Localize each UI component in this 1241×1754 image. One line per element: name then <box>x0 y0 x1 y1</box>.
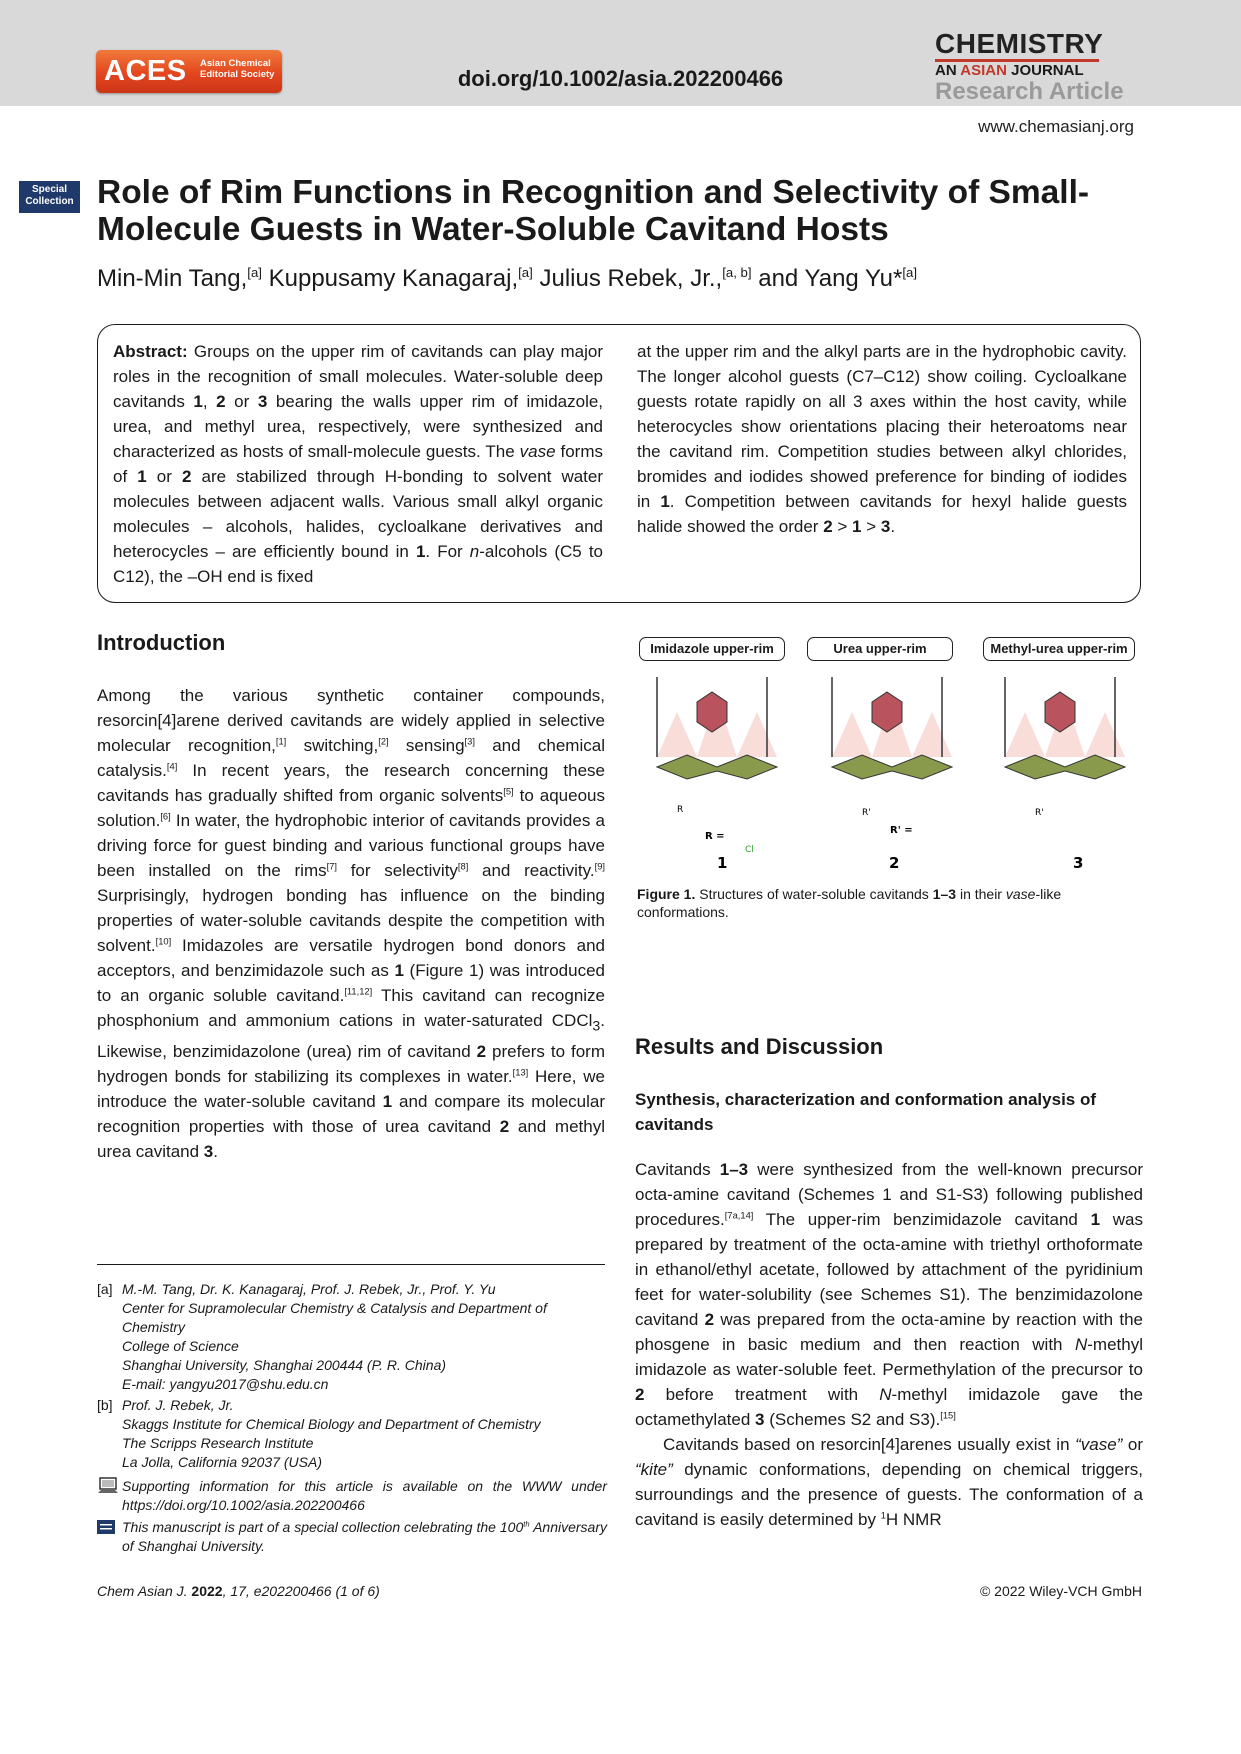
author-name: Kuppusamy Kanagaraj, <box>261 265 519 292</box>
abstract-right-column: at the upper rim and the alkyl parts are in the hydrophobic cavity. The longer alcohol guests (C7–C12) show coiling. Cycloalkane guests rotate rapidly on all 3 axes within the host cavity, while heterocycles show orientations placing their heteroatoms near the cavitand rim. Competition studies between alkyl chlorides, bromides and iodides showed preference for binding of iodides in 1. Competition between cavitands for hexyl halide guests halide showed the order 2 > 1 > 3. <box>637 342 1127 536</box>
svg-text:R =: R = <box>705 831 725 842</box>
footnote-b: [b] Prof. J. Rebek, Jr. Skaggs Institute for Chemical Biology and Department of Chemistry The Scripps Research Institute La Jolla, California 92037 (USA) <box>97 1397 541 1470</box>
synthesis-subheading: Synthesis, characterization and conformation analysis of cavitands <box>635 1090 1097 1134</box>
introduction-heading: Introduction <box>97 630 226 655</box>
svg-text:Cl: Cl <box>745 845 754 855</box>
svg-text:R': R' <box>862 808 871 818</box>
figure-1 <box>637 637 1141 875</box>
svg-text:R': R' <box>1035 808 1044 818</box>
results-paragraph-1: Cavitands 1–3 were synthesized from the well-known precursor octa-amine cavitand (Schemes 1 and S1-S3) following published procedures.[7a,14] The upper-rim benzimidazole cavitand 1 was prepared by treatment of the octa-amine with triethyl orthoformate in ethanol/ethyl acetate, followed by attachment of the pyridinium feet for water-solubility (see Schemes S1). The benzimidazolone cavitand 2 was prepared from the octa-amine by reaction with the phosgene in basic medium and then reaction with N-methyl imidazole as water-soluble feet. Permethylation of the precursor to 2 before treatment with N-methyl imidazole gave the octamethylated 3 (Schemes S2 and S3).[15] <box>635 1160 1144 1429</box>
article-title: Role of Rim Functions in Recognition and Selectivity of Small-Molecule Guests in Water-Soluble Cavitand Hosts <box>97 174 1090 248</box>
figure-caption: Figure 1. Structures of water-soluble cavitands 1–3 in their vase-like conformations. <box>637 886 1062 920</box>
introduction-text: Among the various synthetic container compounds, resorcin[4]arene derived cavitands are widely applied in selective molecular recognition,[1] switching,[2] sensing[3] and chemical catalysis.[4] In recent years, the research concerning these cavitands has gradually shifted from organic solvents[5] to aqueous solution.[6] In water, the hydrophobic interior of cavitands provides a driving force for guest binding and various functional groups have been installed on the rims[7] for selectivity[8] and reactivity.[9] Surprisingly, hydrogen bonding has influence on the binding properties of water-soluble cavitands despite the competition with solvent.[10] Imidazoles are versatile hydrogen bond donors and acceptors, and benzimidazole such as 1 (Figure 1) was introduced to an organic soluble cavitand.[11,12] This cavitand can recognize phosphonium and ammonium cations in water-saturated CDCl$_3$. Likewise, benzimidazolone (urea) rim of cavitand 2 prefers to form hydrogen bonds for stabilizing its complexes in water.[13] Here, we introduce the water-soluble cavitand 1 and compare its molecular recognition properties with those of urea cavitand 2 and methyl urea cavitand 3. <box>97 686 605 1162</box>
journal-name: CHEMISTRY <box>935 28 1104 59</box>
footnote-divider <box>97 1264 605 1265</box>
special-collection-icon <box>97 1518 122 1556</box>
author-list: Min-Min Tang,[a] Kuppusamy Kanagaraj,[a] Julius Rebek, Jr.,[a, b] and Yang Yu*[a] <box>97 265 918 292</box>
results-heading: Results and Discussion <box>635 1034 884 1059</box>
figure-tag-urea: Urea upper-rim <box>807 637 953 661</box>
citation-footer: Chem Asian J. 2022, 17, e202200466 (1 of 6) <box>97 1583 380 1599</box>
compound-label-1: 1 <box>717 854 728 872</box>
compound-label-3: 3 <box>1073 854 1084 872</box>
figure-tag-methyl-urea: Methyl-urea upper-rim <box>983 637 1135 661</box>
supporting-info-note[interactable]: Supporting information for this article is available on the WWW under https://doi.org/10.1002/asia.202200466 <box>97 1477 607 1515</box>
journal-website-link[interactable]: www.chemasianj.org <box>978 117 1134 136</box>
footnote-a: [a] M.-M. Tang, Dr. K. Kanagaraj, Prof. J. Rebek, Jr., Prof. Y. Yu Center for Supramolecular Chemistry & Catalysis and Department of Chemistry College of Science Shanghai University, Shanghai 200444 (P. R. China) E-mail: yangyu2017@shu.edu.cn <box>97 1281 547 1392</box>
copyright-footer: © 2022 Wiley-VCH GmbH <box>979 1583 1142 1599</box>
author-name: Julius Rebek, Jr., <box>532 265 723 292</box>
compound-label-2: 2 <box>889 854 900 872</box>
results-paragraph-2: Cavitands based on resorcin[4]arenes usually exist in “vase” or “kite” dynamic conformations, depending on chemical triggers, surroundings and the presence of guests. The conformation of a cavitand is easily determined by $^1$H NMR <box>635 1435 1143 1529</box>
svg-text:R' =: R' = <box>890 825 913 836</box>
cavitand-structures <box>637 637 1141 875</box>
cavitand-3 <box>1005 677 1125 818</box>
aces-logo-subtitle: Asian Chemical Editorial Society <box>200 58 275 80</box>
special-collection-note: This manuscript is part of a special collection celebrating the 100th Anniversary of Shanghai University. <box>97 1518 607 1556</box>
journal-subtitle: AN ASIAN JOURNAL <box>935 62 1084 79</box>
svg-text:R: R <box>677 805 684 815</box>
cavitand-1 <box>657 677 777 855</box>
article-type: Research Article <box>935 78 1124 105</box>
computer-icon <box>97 1477 122 1515</box>
cavitand-2 <box>832 677 952 836</box>
results-text <box>635 1157 1143 1532</box>
special-collection-badge: Special Collection <box>19 181 80 213</box>
author-name: Min-Min Tang, <box>97 265 248 292</box>
journal-logo[interactable] <box>935 30 1125 105</box>
affiliation-footnotes <box>97 1280 607 1556</box>
figure-tag-imidazole: Imidazole upper-rim <box>639 637 785 661</box>
abstract-left-column: Abstract: Groups on the upper rim of cavitands can play major roles in the recognition of small molecules. Water-soluble deep cavitands 1, 2 or 3 bearing the walls upper rim of imidazole, urea, and methyl urea, respectively, were synthesized and characterized as hosts of small-molecule guests. The vase forms of 1 or 2 are stabilized through H-bonding to solvent water molecules between adjacent walls. Various small alkyl organic molecules – alcohols, halides, cycloalkane derivatives and heterocycles – are efficiently bound in 1. For n-alcohols (C5 to C12), the –OH end is fixed <box>113 342 604 586</box>
aces-logo-text: ACES <box>104 55 187 87</box>
doi-link[interactable]: doi.org/10.1002/asia.202200466 <box>457 66 784 91</box>
author-name: and Yang Yu* <box>751 265 903 292</box>
